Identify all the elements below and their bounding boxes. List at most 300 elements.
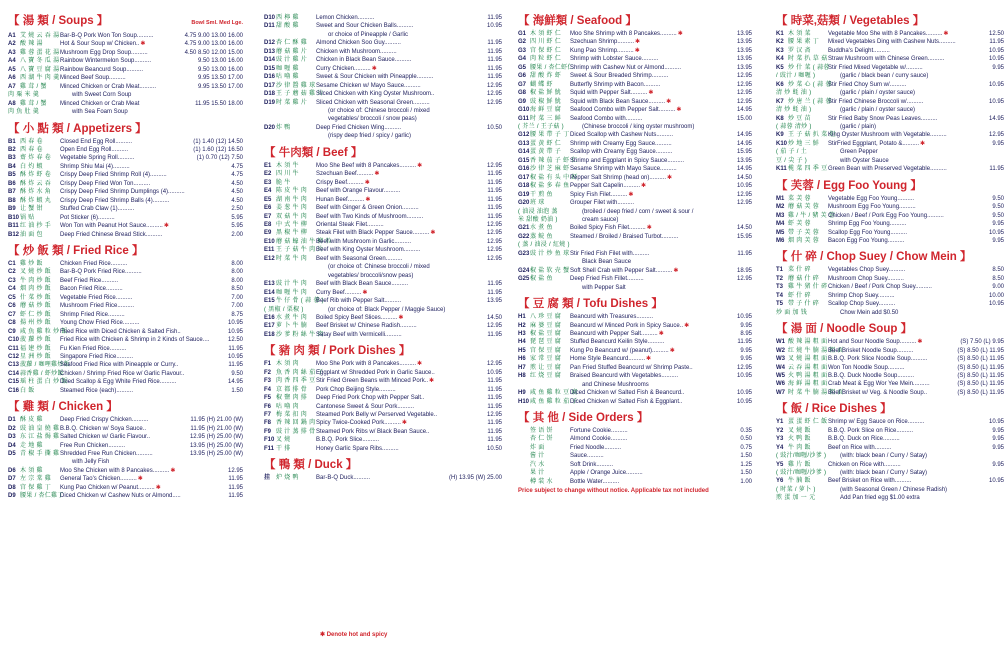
item-english-name [316, 229, 480, 237]
note-english: vegetables/ broccoli / snow peas) [328, 116, 417, 123]
item-chinese-name: 椒 鹽 肉 排 [276, 395, 308, 402]
item-english-text: Moo She Chicken with 8 Pancakes.......... [60, 467, 170, 474]
note-chinese: 豆 / 尖 子 ) [776, 157, 808, 164]
item-price: 9.95 [992, 64, 1004, 71]
item-price: 4.50 8.50 12.00 15.00 [184, 49, 243, 56]
menu-item [264, 39, 502, 47]
menu-item [776, 444, 1004, 452]
item-price: 1.50 [740, 453, 752, 460]
item-chinese-name: 青 椒 手 撕 雞 [20, 451, 60, 458]
item-price: 14.95 [227, 379, 243, 386]
item-price: 12.95 [736, 200, 752, 207]
item-code: W2 [776, 347, 785, 354]
menu-item [518, 64, 752, 72]
item-english-name [828, 389, 955, 397]
item-code: F10 [264, 437, 275, 444]
item-english-text: King Oyster Mushroom with Vegetable.......... [828, 132, 947, 139]
note-chinese: ( 芥兰 / 王子菇 ) [518, 123, 564, 130]
item-english-name [570, 64, 730, 72]
menu-item [8, 268, 243, 276]
item-english-name [570, 89, 730, 97]
item-chinese-name: 酥 炸 虾 卷 [20, 172, 52, 179]
chili-icon: ✱ [673, 267, 679, 274]
menu-item [776, 283, 1004, 291]
item-english-name [570, 55, 730, 63]
menu-item [776, 266, 1004, 274]
item-price: 10.95 [988, 98, 1004, 105]
menu-item [8, 433, 243, 441]
item-code: T4 [776, 292, 784, 299]
item-code: G13 [518, 140, 530, 147]
item-price: 11.95 [487, 188, 502, 195]
menu-item [8, 450, 243, 458]
item-english-name [60, 433, 188, 441]
item-english-name [570, 313, 730, 321]
item-code [518, 478, 530, 486]
menu-item [8, 163, 243, 171]
item-english-name [60, 260, 221, 268]
menu-item [264, 124, 502, 132]
item-english-text: Vegetables Chop Suey.......... [828, 267, 906, 274]
section-heading [776, 322, 1004, 336]
item-english-name [828, 435, 982, 443]
item-chinese-name: 烟 肉 炒 飯 [20, 286, 52, 293]
item-english-name [828, 347, 955, 355]
item-english-name [60, 146, 191, 154]
item-price: 12.95 [486, 162, 502, 169]
item-code: W6 [776, 381, 785, 388]
item-chinese-name: 红 烧 豆 腐 [530, 373, 562, 380]
item-price: (S) 8.50 (L) 11.95 [957, 347, 1004, 354]
item-price: 7.00 [231, 294, 243, 301]
item-english-text: Deep Fried Fish Fillet.......... [570, 276, 644, 283]
item-code: G20 [518, 200, 530, 207]
note-english: (Chinese broccoli / king oyster mushroom) [582, 123, 695, 130]
item-english-text: B.B.Q. Pork Slice.......... [316, 437, 380, 444]
item-chinese-name: 蛋 黄 虾 仁 [530, 140, 562, 147]
item-english-text: Kung Po Beancurd w/ (peanut).......... [570, 347, 669, 354]
item-english-name [60, 100, 193, 108]
item-price: 11.95 [487, 196, 502, 203]
item-english-name [316, 73, 480, 81]
item-price: 12.95 [486, 82, 502, 89]
item-price: 12.95 [486, 230, 502, 237]
section-heading [518, 411, 752, 425]
item-code: C9 [8, 328, 16, 335]
chili-icon: ✱ [646, 225, 652, 232]
item-code: F2 [264, 369, 272, 376]
item-english-text: Minced Chicken or Crab Meat [60, 100, 140, 107]
menu-section [776, 14, 1004, 174]
item-english-name [316, 360, 480, 368]
section-title: 【 鴨 類 / Duck 】 [264, 459, 358, 472]
item-code: E15 [264, 298, 275, 305]
menu-item [264, 322, 502, 330]
section-heading [8, 122, 243, 136]
item-chinese-name: 果 汁 [530, 470, 545, 477]
item-price: 10.95 [736, 183, 752, 190]
item-code: 挂 [264, 475, 271, 482]
menu-item [518, 313, 752, 321]
item-english-text: B.B.Q. Pork Slice on Rice.......... [828, 427, 914, 434]
chili-icon: ✱ [374, 171, 380, 178]
item-chinese-name: 木 須 牛 [276, 162, 299, 169]
item-chinese-name: 瑶 柱 蛋 白 炒 飯 [20, 379, 68, 386]
item-price: 13.95 [736, 64, 752, 71]
item-english-text: Kung Pao Chicken w/ Peanut.......... [60, 484, 155, 491]
item-price: 10.95 [736, 390, 752, 397]
item-price: 12.95 [486, 221, 502, 228]
note-english: (rispy deep fried / spicy / garlic) [328, 133, 412, 140]
menu-item [776, 389, 1004, 397]
item-code: C8 [8, 320, 16, 327]
item-price: 8.50 [992, 267, 1004, 274]
item-english-name [828, 30, 982, 38]
item-english-name [828, 275, 982, 283]
item-price: 1.50 [740, 470, 752, 477]
item-chinese-name: 腰 果 带 子 丁 [530, 132, 570, 139]
item-english-name [60, 450, 188, 458]
note-chinese [518, 284, 570, 292]
item-code: E17 [264, 323, 275, 330]
item-price: 11.95 [228, 493, 243, 500]
item-price: 11.95 [487, 289, 502, 296]
item-price: 12.95 [486, 255, 502, 262]
chili-icon: ✱ [398, 314, 404, 321]
item-code: D14 [264, 57, 276, 64]
item-price: 12.95 [988, 132, 1004, 139]
chili-icon: ✱ [365, 196, 371, 203]
item-code: C4 [8, 286, 16, 293]
item-price: 12.95 (H) 25.00 (W) [189, 434, 243, 441]
section-title: 【 豆 腐 類 / Tofu Dishes 】 [518, 298, 663, 311]
chili-icon: ✱ [920, 140, 926, 147]
menu-item [8, 57, 243, 65]
item-price: 12.95 [486, 99, 502, 106]
item-chinese-name: 椒 盐 多 春 鱼 [530, 183, 570, 190]
chili-icon: ✱ [666, 98, 672, 105]
item-chinese-name: 榄 菜 四 季 豆 [788, 166, 828, 173]
menu-item [8, 197, 243, 205]
item-chinese-name: 四 川 虾 仁 [530, 39, 562, 46]
section-heading [264, 458, 502, 472]
note-chinese [8, 458, 60, 466]
item-english-text: Shrimp w/ Egg Sauce on Rice.......... [828, 419, 925, 426]
note-chinese: ( 茄 子 / 土 [776, 149, 808, 156]
item-english-name [316, 196, 480, 204]
item-price: 13.95 [486, 298, 502, 305]
menu-item [518, 478, 752, 486]
section-title: 【 炒 飯 類 / Fried Rice 】 [8, 244, 144, 257]
item-english-name [316, 213, 480, 221]
item-english-text: Beef with Ginger & Green Onion.......... [316, 205, 419, 212]
item-english-text: Soft Drink.......... [570, 461, 614, 468]
item-english-text: Butterfly Shrimp with Bacon.......... [570, 81, 661, 88]
item-english-name [828, 81, 982, 89]
item-english-text: B.B.Q. Chicken w/ Soya Sauce.. [60, 425, 147, 432]
spicy-legend-text: Denote hot and spicy [326, 632, 388, 638]
item-chinese-name: 蘑 菇 雞 片 [276, 48, 308, 55]
item-english-text: Pork Chop Beijing Style.......... [316, 386, 396, 393]
item-english-name [828, 140, 982, 148]
menu-item [264, 411, 502, 419]
item-price: (S) 8.50 (L) 11.95 [957, 389, 1004, 396]
menu-item [518, 157, 752, 165]
menu-item [518, 199, 752, 207]
item-code: E13 [264, 281, 275, 288]
menu-item [776, 220, 1004, 228]
chili-icon: ✱ [684, 322, 690, 329]
item-chinese-name: 时 菜 牛 肉 [276, 255, 308, 262]
item-code: F9 [264, 428, 272, 435]
item-english-text: Sweet & Sour Chicken with Pineapple.......... [316, 74, 434, 81]
item-english-name [828, 418, 982, 426]
item-code: G9 [518, 98, 527, 105]
item-english-text: Shrimp with Cashew Nut or Almond.......... [570, 64, 682, 71]
menu-item [776, 98, 1004, 106]
item-chinese-name: 豉 汁 牛 肉 [276, 281, 308, 288]
item-price: 14.95 [736, 132, 752, 139]
chili-icon: ✱ [641, 183, 647, 190]
item-chinese-name: 香 辣 茄 子 虾 仁 [530, 157, 578, 164]
menu-item [776, 131, 1004, 139]
item-code [518, 427, 530, 435]
item-english-text: Sliced Chicken with Seasonal Green.......... [316, 99, 430, 106]
item-english-name [828, 292, 982, 300]
item-price: 11.95 [737, 339, 752, 346]
item-chinese-name: 炒 豆 苗 [788, 115, 811, 122]
item-code: A8 [8, 100, 16, 107]
item-english-name [60, 302, 221, 310]
menu-item [518, 148, 752, 156]
menu-item [8, 294, 243, 302]
item-english-text: Beef with Orange Flavour.......... [316, 188, 401, 195]
chili-icon: ✱ [648, 90, 654, 97]
item-price: 13.95 (H) 25.00 (W) [189, 442, 243, 449]
item-english-text: Hunan Beef.......... [316, 196, 365, 203]
menu-item [264, 204, 502, 212]
item-chinese-name: 齋 炸 春 卷 [20, 155, 52, 162]
item-price: 0.75 [740, 444, 752, 451]
item-english-text: Crab Meat & Egg Wor Yee Mein.......... [828, 381, 930, 388]
item-english-name [570, 115, 730, 123]
item-english-text: Singapore Fried Rice.......... [60, 353, 134, 360]
item-english-name [60, 492, 221, 500]
item-english-name [60, 32, 183, 40]
item-code: G15 [518, 157, 530, 164]
item-english-name [570, 267, 730, 275]
note-chinese: ( 蒜蓉 清炒 ) [776, 123, 812, 130]
item-note [776, 72, 1004, 80]
item-chinese-name: 樽 装 水 [530, 478, 553, 485]
item-english-name [316, 204, 480, 212]
item-english-text: Green Bean with Preserved Vegetable.......... [828, 166, 947, 173]
menu-section [264, 458, 502, 482]
item-english-name [570, 191, 730, 199]
item-english-text: Lemon Chicken.......... [316, 15, 375, 21]
item-code: M3 [776, 212, 785, 219]
item-chinese-name: 酥 炸 蝦 丸 [20, 197, 52, 204]
item-english-name [570, 338, 730, 346]
item-english-name [316, 436, 480, 444]
item-english-name [60, 484, 221, 492]
item-chinese-name: 炸 鴨 [276, 124, 291, 131]
item-english-text: Stir Fried Mixed Vegetable w/.......... [828, 64, 923, 71]
section-heading [518, 297, 752, 311]
item-english-text: Apple / Orange Juice.......... [570, 470, 643, 477]
item-english-text: Boiled Spicy Fish Filet.......... [570, 225, 646, 232]
item-code: C13 [8, 362, 20, 369]
item-english-name [316, 179, 480, 187]
item-price: 14.95 [736, 107, 752, 114]
item-price: 12.95 [736, 98, 752, 105]
menu-item [518, 140, 752, 148]
item-english-text: Beancurd with Pepper Salt.......... [570, 330, 658, 337]
item-english-name [570, 452, 730, 460]
item-price: 11.95 [487, 428, 502, 435]
item-chinese-name: 椒 盐 有 头 中 虾 [530, 174, 578, 181]
item-english-name [828, 283, 982, 291]
menu-item [8, 49, 243, 57]
note-english: (or choice of: Chinese broccoli / mixed [328, 107, 430, 114]
item-english-text: Fried Rice with Chicken & Shrimp in 2 Kinds of Sauce.... [60, 337, 210, 344]
item-price: 8.00 [231, 277, 243, 284]
item-english-name [60, 387, 221, 395]
item-chinese-name: 白 飯 [20, 387, 35, 394]
note-chinese: ( 油浸 油泡 蒸 [518, 208, 558, 215]
item-price: 8.00 [231, 260, 243, 267]
item-english-name [316, 221, 480, 229]
item-code: B7 [8, 189, 16, 196]
item-code: C5 [8, 294, 16, 301]
menu-item [8, 475, 243, 483]
item-code: G16 [518, 166, 530, 173]
item-price: 9.95 [992, 444, 1004, 451]
section-heading [518, 14, 752, 28]
item-english-text: Mushroom Chop Suey.......... [828, 275, 904, 282]
item-price: 12.95 [736, 191, 752, 198]
item-price: 4.75 [231, 163, 243, 170]
menu-item [776, 372, 1004, 380]
item-chinese-name: 虾 什 碎 [788, 292, 811, 299]
item-chinese-name: 时 菜 牛 腩 湯 粗 面 [788, 389, 844, 396]
item-note [776, 123, 1004, 131]
menu-item [518, 250, 752, 258]
item-english-name [316, 411, 480, 419]
item-english-name [828, 300, 982, 308]
item-chinese-name: 雞 片 飯 [788, 461, 811, 468]
menu-column [264, 14, 502, 488]
item-code: T5 [776, 301, 784, 308]
note-english: and Chinese Mushrooms [582, 381, 649, 388]
item-price: 9.95 13.50 17.00 [197, 75, 243, 82]
item-english-name [60, 197, 221, 205]
item-english-name [316, 474, 447, 482]
item-code: H6 [518, 356, 526, 363]
item-code: H9 [518, 390, 526, 397]
item-price: 8.75 [231, 311, 243, 318]
item-english-text: Young Chow Fried Rice.......... [60, 320, 140, 327]
item-english-text: Beef Brisket on Rice with.......... [828, 478, 912, 485]
item-price: (S) 8.50 (L) 11.95 [957, 364, 1004, 371]
note-english: Black Bean Sauce [582, 259, 632, 266]
note-chinese: 炒 面 加 钱 [776, 309, 808, 316]
item-chinese-name: 签 语 饼 [530, 428, 553, 435]
item-english-text: Oriental Steak Filet.......... [316, 221, 384, 228]
note-english: cream sauce) [582, 216, 619, 223]
note-chinese [264, 31, 316, 39]
menu-item [518, 461, 752, 469]
item-code: T1 [776, 267, 784, 274]
item-note [776, 157, 1004, 165]
item-english-text: Sauce.......... [570, 453, 604, 460]
item-price: 10.95 [988, 419, 1004, 426]
item-code: E18 [264, 331, 275, 338]
note-chinese: 清 炒 蚝 油 ) [776, 90, 812, 97]
note-english: with Sea Foam Soup [72, 109, 128, 116]
item-chinese-name: 王 子 菇 扒 菜 胆 [788, 132, 836, 139]
item-price: 2.50 [231, 206, 243, 213]
item-price: 0.35 [740, 428, 752, 435]
item-price: 10.95 [486, 23, 502, 30]
chili-icon: ✱ [320, 632, 326, 638]
item-price: 11.95 [487, 395, 502, 402]
note-english: Chow Mein add $0.50 [840, 309, 899, 316]
item-note [776, 106, 1004, 114]
item-chinese-name: 云 吞 湯 粗 面 [788, 364, 828, 371]
item-code: B1 [8, 138, 16, 145]
item-chinese-name: 锅 贴 [20, 214, 35, 221]
item-price: 10.95 [227, 353, 243, 360]
item-code: G19 [518, 191, 530, 198]
item-price: 12.95 [486, 238, 502, 245]
item-note [264, 31, 502, 39]
item-price: 10.95 [988, 56, 1004, 63]
item-price: 9.50 13.00 16.00 [197, 58, 243, 65]
item-english-text: Soft Shell Crab with Pepper Salt.......... [570, 267, 673, 274]
item-code: D12 [264, 40, 276, 47]
item-code: E8 [264, 221, 272, 228]
menu-item [8, 138, 243, 146]
menu-item [518, 98, 752, 106]
item-price: 10.95 [988, 47, 1004, 54]
item-price: (S) 8.50 (L) 11.95 [957, 381, 1004, 388]
item-english-text: Straw Mushroom with Chinese Green.......... [828, 56, 945, 63]
item-price: 8.95 [740, 330, 752, 337]
item-chinese-name: 福 建 炒 飯 [20, 345, 52, 352]
menu-item [264, 419, 502, 427]
section-heading [776, 14, 1004, 28]
menu-item [8, 66, 243, 74]
item-chinese-name: 姜 葱 牛 肉 [276, 205, 308, 212]
item-code: K10 [776, 140, 788, 147]
item-code: M5 [776, 229, 785, 236]
item-english-text: Stir Fried Baby Snow Peas Leaves.......... [828, 115, 938, 122]
item-english-text: Seafood Combo with Pepper Salt.......... [570, 107, 676, 114]
item-chinese-name: 蘑 菇 芙 蓉 [788, 204, 820, 211]
item-code: H7 [518, 364, 526, 371]
item-price: 9.50 13.00 16.00 [197, 66, 243, 73]
section-title: 【 海鮮類 / Seafood 】 [518, 15, 637, 27]
item-english-name [60, 361, 221, 369]
item-chinese-name: 菜 芙 蓉 [788, 195, 811, 202]
item-price: 11.95 [487, 179, 502, 186]
item-english-name [316, 331, 480, 339]
item-chinese-name: 八 寶 冬 瓜 湯 [20, 58, 60, 65]
menu-item [264, 331, 502, 339]
item-price: 10.95 [736, 398, 752, 405]
item-price: 11.95 [487, 65, 502, 72]
